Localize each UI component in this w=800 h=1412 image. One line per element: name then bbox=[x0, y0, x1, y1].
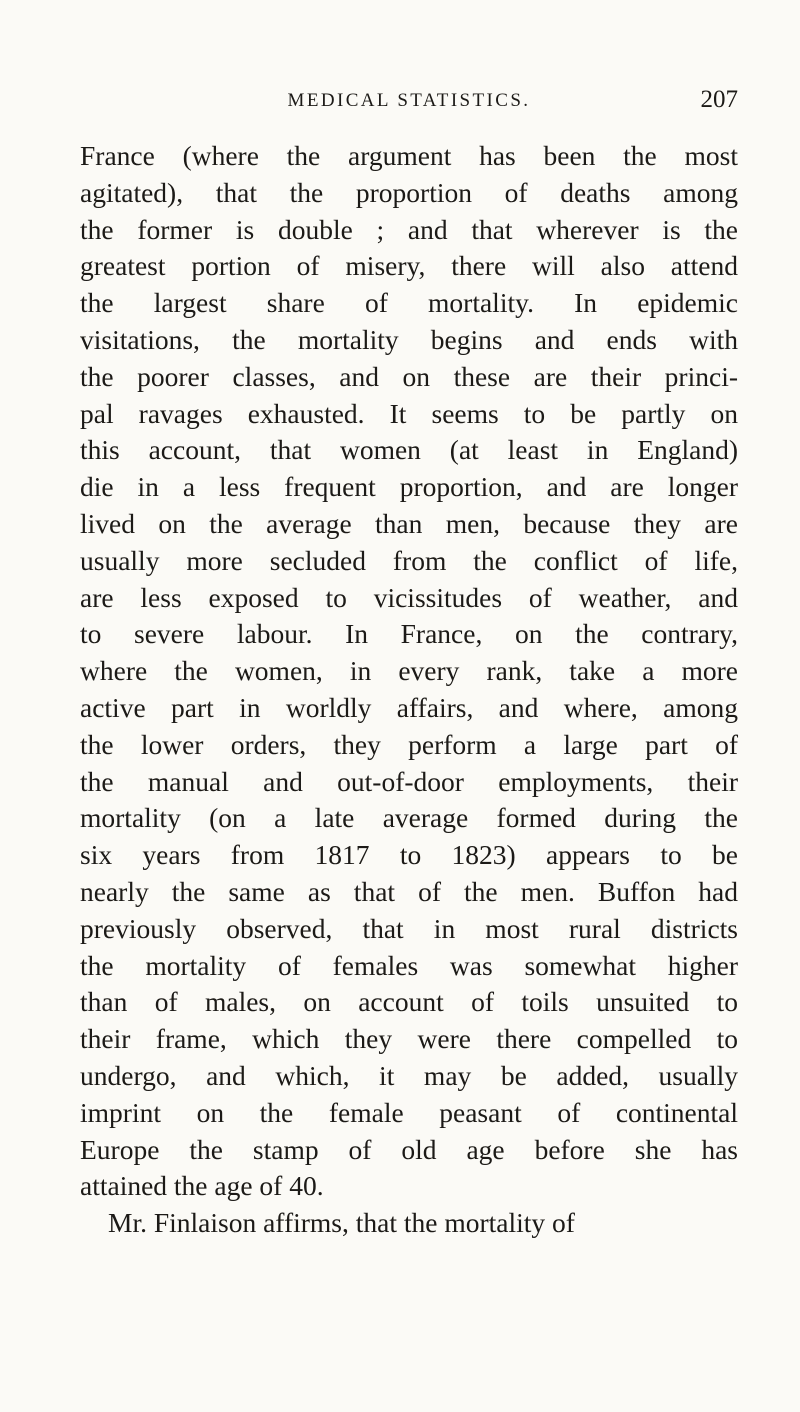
running-head bbox=[80, 86, 738, 126]
text-line: six years from 1817 to 1823) appears to be bbox=[80, 839, 738, 871]
text-line: to severe labour. In France, on the contrary, bbox=[80, 618, 738, 650]
text-line: than of males, on account of toils unsuited to bbox=[80, 986, 738, 1018]
paragraph-end-line: attained the age of 40. bbox=[80, 1170, 324, 1202]
text-line: pal ravages exhausted. It seems to be partly on bbox=[80, 397, 738, 429]
text-line: Europe the stamp of old age before she has bbox=[80, 1133, 738, 1165]
text-line: visitations, the mortality begins and ends with bbox=[80, 323, 738, 355]
text-line: nearly the same as that of the men. Buffon had bbox=[80, 875, 738, 907]
text-line: the mortality of females was somewhat higher bbox=[80, 949, 738, 981]
text-line: the largest share of mortality. In epidemic bbox=[80, 287, 738, 319]
text-line: France (where the argument has been the most bbox=[80, 140, 738, 171]
text-line: the lower orders, they perform a large part of bbox=[80, 728, 738, 760]
running-title: MEDICAL STATISTICS. bbox=[287, 90, 531, 111]
text-line: die in a less frequent proportion, and are longer bbox=[80, 471, 738, 503]
text-line: lived on the average than men, because they are bbox=[80, 507, 738, 539]
text-line: mortality (on a late average formed during the bbox=[80, 802, 738, 834]
text-line: imprint on the female peasant of continental bbox=[80, 1096, 738, 1128]
paragraph-start-line: Mr. Finlaison affirms, that the mortality of bbox=[108, 1207, 575, 1239]
text-line: where the women, in every rank, take a more bbox=[80, 655, 738, 687]
text-line: active part in worldly affairs, and where, among bbox=[80, 691, 738, 723]
text-line: the former is double ; and that wherever is the bbox=[80, 213, 738, 245]
text-line: agitated), that the proportion of deaths among bbox=[80, 176, 738, 208]
body-text bbox=[80, 138, 738, 1242]
text-line: their frame, which they were there compelled to bbox=[80, 1023, 738, 1055]
text-line: undergo, and which, it may be added, usually bbox=[80, 1059, 738, 1091]
page-number: 207 bbox=[700, 86, 738, 113]
text-line: are less exposed to vicissitudes of weather, and bbox=[80, 581, 738, 613]
text-line: the poorer classes, and on these are their princi- bbox=[80, 360, 738, 392]
text-line: greatest portion of misery, there will also attend bbox=[80, 250, 738, 282]
text-line: usually more secluded from the conflict of life, bbox=[80, 544, 738, 576]
text-line: the manual and out-of-door employments, their bbox=[80, 765, 738, 797]
text-line: this account, that women (at least in England) bbox=[80, 434, 738, 466]
text-line: previously observed, that in most rural districts bbox=[80, 912, 738, 944]
